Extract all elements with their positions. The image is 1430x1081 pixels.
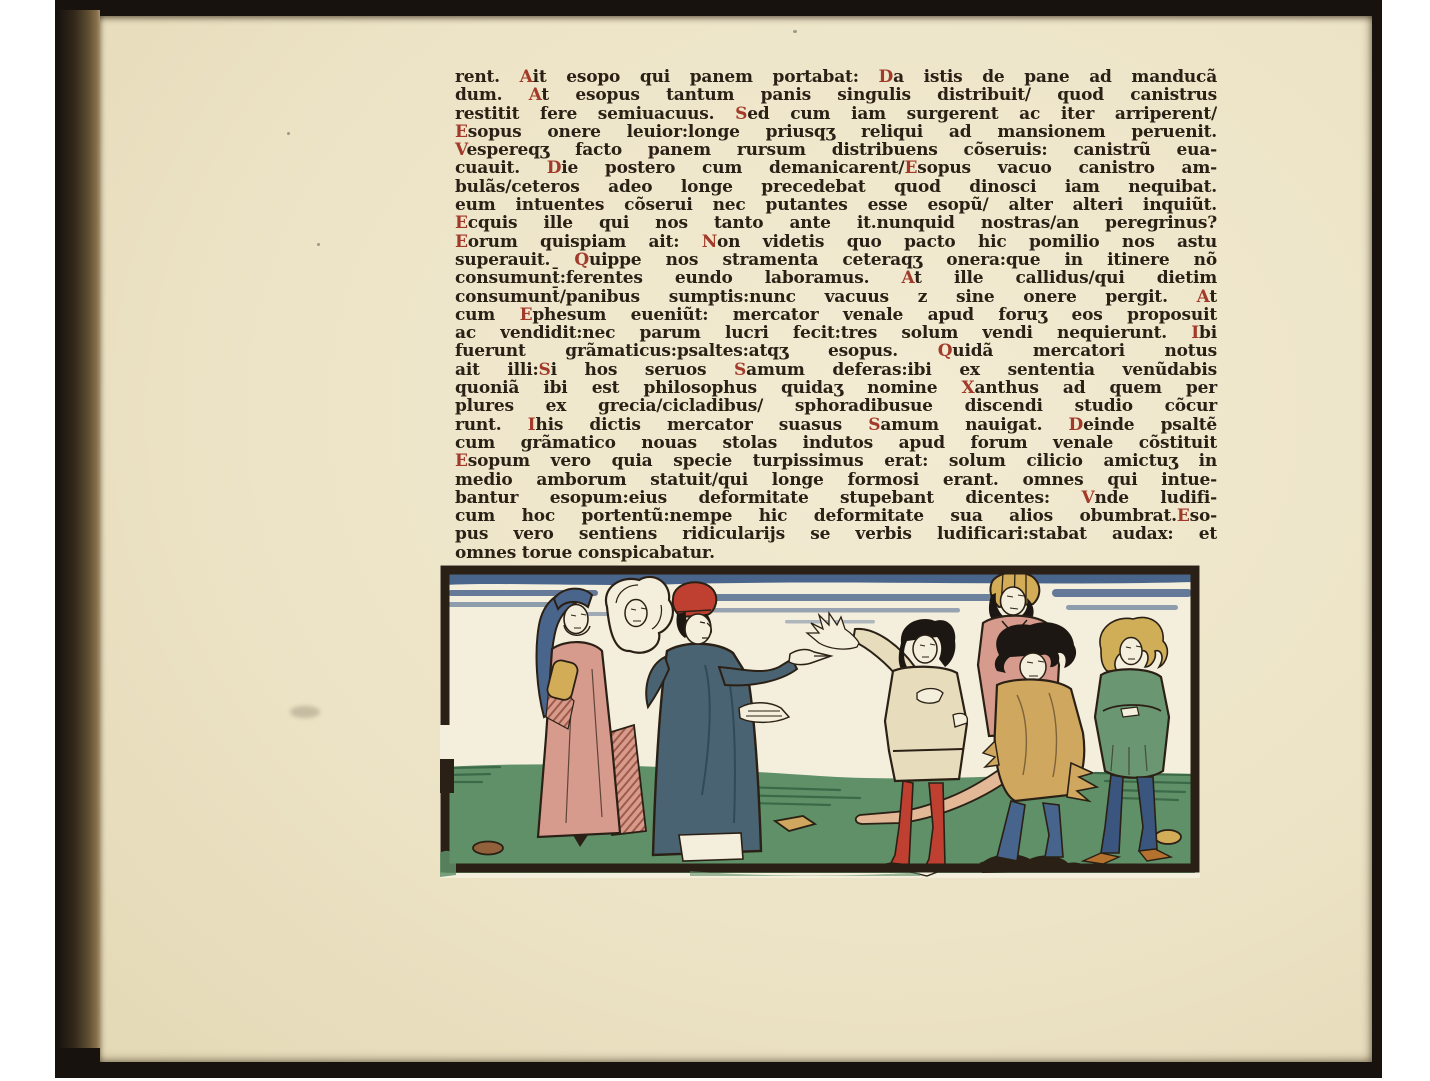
rubricated-letter: S [735,103,748,124]
text-segment: t esopus tantum panis singulis distribuit/ quod canistrus [541,85,1217,106]
rubricated-letter: D [546,158,562,179]
text-line [455,105,1217,123]
text-segment: ie postero cum demanicarent/ [561,158,905,179]
text-segment: t ille callidus/qui dietim [914,268,1217,289]
rubricated-letter: S [868,414,881,435]
rubricated-letter: S [734,359,747,380]
text-segment: superauit. [455,249,575,270]
text-segment: sopus vacuo canistro am- [917,158,1217,179]
text-line [455,489,1217,507]
text-segment: bulãs/ceteros adeo longe precedebat quod dinosci iam nequibat. [455,176,1217,197]
text-segment: cuauit. [455,158,547,179]
text-line [455,471,1217,489]
text-line [455,397,1217,415]
text-line [455,324,1217,342]
text-line [455,507,1217,525]
text-segment: consumunt̄/panibus sumptis:nunc vacuus z sine onere pergit. [455,286,1197,307]
rubricated-letter: V [455,140,467,161]
text-segment: phesum eueniũt: mercator venale apud foruʒ eos proposuit [532,304,1217,325]
rubricated-letter: E [455,231,468,252]
text-line [455,416,1217,434]
text-segment: einde psaltẽ [1083,414,1217,435]
text-line [455,342,1217,360]
text-segment: so- [1189,506,1217,527]
text-segment: orum quispiam ait: [467,231,702,252]
text-line [455,452,1217,470]
rubricated-letter: A [519,67,533,87]
text-segment: pus vero sentiens ridicularijs se verbis ludificari:stabat audax: et [455,524,1217,545]
book-page [100,16,1372,1062]
text-segment: consumunt̄:ferentes eundo laboramus. [455,268,902,289]
text-line [455,525,1217,543]
text-line [455,269,1217,287]
black-backing-mat [55,0,1382,1078]
text-segment: anthus ad quem per [974,378,1217,399]
text-segment: amum deferas:ibi ex sententia venũdabis [746,359,1217,380]
text-line [455,544,1217,562]
paper-speck [287,132,290,135]
text-segment: his dictis mercator suasus [535,414,869,435]
text-segment: uidã mercatori notus [952,341,1217,362]
text-segment: plures ex grecia/cicladibus/ sphoradibusue discendi studio cõcur [455,396,1217,417]
paper-speck [793,30,797,33]
text-block [455,68,1217,562]
rubricated-letter: E [1176,506,1190,527]
rubricated-letter: Q [937,341,953,362]
rubricated-letter: X [961,378,975,399]
text-line [455,306,1217,324]
rubricated-letter: A [901,268,915,289]
text-line [455,196,1217,214]
text-segment: nde ludifi- [1094,487,1217,508]
text-segment: sopus onere leuior:longe priusqʒ reliqui ad mansionem peruenit. [467,121,1217,142]
text-segment: t [1209,286,1217,307]
rubricated-letter: I [527,414,536,435]
paper-speck [317,243,320,246]
text-segment: medio amborum statuit/qui longe formosi erant. omnes qui intue- [455,469,1217,490]
text-segment: on videtis quo pacto hic pomilio nos astu [717,231,1217,252]
text-line [455,434,1217,452]
text-segment: ait illi: [455,359,539,380]
text-line [455,159,1217,177]
rubricated-letter: D [1068,414,1084,435]
text-segment: uippe nos stramenta ceteraqʒ onera:que in itinere nõ [589,249,1217,270]
text-segment: cum [455,304,520,325]
text-line [455,288,1217,306]
text-line [455,68,1217,86]
text-segment: it esopo qui panem portabat: [532,67,879,87]
rubricated-letter: V [1081,487,1095,508]
text-segment: cum hoc portentũ:nempe hic deformitate sua alios obumbrat. [455,506,1177,527]
text-line [455,251,1217,269]
text-line [455,233,1217,251]
rubricated-letter: E [455,121,468,142]
woodcut-illustration [440,565,1200,878]
paper-smudge [290,706,320,718]
text-segment: omnes torue conspicabatur. [455,542,715,563]
rubricated-letter: E [455,451,468,472]
text-segment: dum. [455,85,529,106]
rubricated-letter: D [878,67,894,87]
text-segment: sopum vero quia specie turpissimus erat: solum cilicio amictuʒ in [467,451,1217,472]
text-line [455,86,1217,104]
book-page-edges [59,10,100,1048]
text-line [455,178,1217,196]
text-segment: cum grãmatico nouas stolas indutos apud forum venale cõstituit [455,432,1217,453]
text-segment: a istis de pane ad manducã [893,67,1218,87]
text-line [455,141,1217,159]
text-segment: eum intuentes cõserui nec putantes esse esopũ/ alter alteri inquiũt. [455,195,1217,216]
text-line [455,123,1217,141]
text-line [455,379,1217,397]
text-segment: runt. [455,414,528,435]
text-segment: amum nauigat. [880,414,1069,435]
rubricated-letter: N [701,231,718,252]
text-segment: bi [1199,323,1217,344]
text-segment: cquis ille qui nos tanto ante it.nunquid nostras/an peregrinus? [467,213,1217,234]
rubricated-letter: E [519,304,533,325]
rubricated-letter: E [904,158,918,179]
rubricated-letter: A [528,85,542,106]
text-segment: quoniã ibi est philosophus quidaʒ nomine [455,378,962,399]
stone-left [473,842,503,855]
text-line [455,214,1217,232]
stone-right [1155,830,1181,844]
text-segment: espereqʒ facto panem rursum distribuens cõseruis: canistrũ eua- [466,140,1217,161]
text-segment: bantur esopum:eius deformitate stupebant dicentes: [455,487,1082,508]
text-segment: ed cum iam surgerent ac iter arriperent/ [747,103,1217,124]
text-segment: ac vendidit:nec parum lucri fecit:tres solum vendi nequierunt. [455,323,1192,344]
text-line [455,361,1217,379]
text-segment: fuerunt grãmaticus:psaltes:atqʒ esopus. [455,341,938,362]
text-segment: restitit fere semiuacuus. [455,103,736,124]
text-segment: i hos seruos [550,359,735,380]
rubricated-letter: S [538,359,551,380]
rubricated-letter: I [1191,323,1200,344]
text-segment: rent. [455,67,520,87]
rubricated-letter: Q [574,249,590,270]
rubricated-letter: A [1196,286,1210,307]
rubricated-letter: E [455,213,468,234]
